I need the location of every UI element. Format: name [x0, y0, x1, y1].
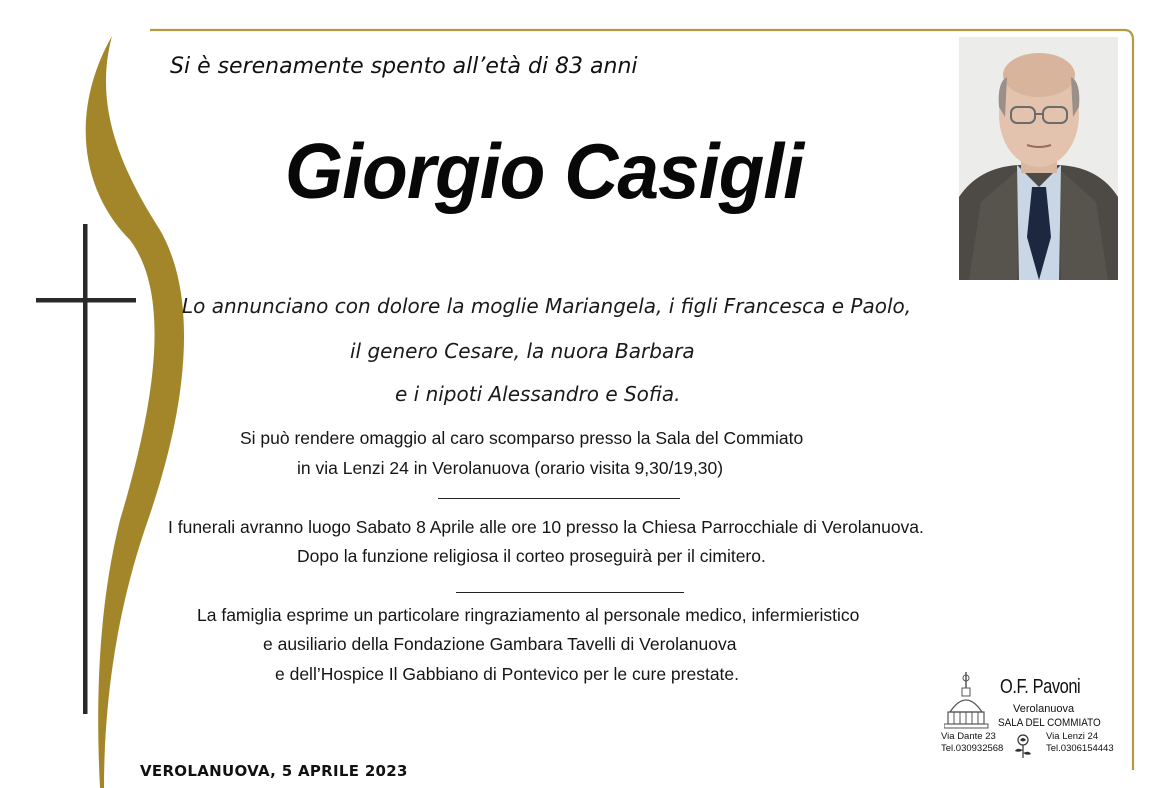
- deceased-name: Giorgio Casigli: [284, 127, 804, 215]
- announcement-line-1: Lo annunciano con dolore la moglie Mariangela, i figli Francesca e Paolo,: [182, 294, 912, 318]
- funeral-line-2: Dopo la funzione religiosa il corteo proseguirà per il cimitero.: [297, 546, 766, 566]
- funeral-home-address-2: Via Lenzi 24: [1046, 731, 1099, 742]
- dome-icon: [944, 672, 990, 730]
- announcement-line-2: il genero Cesare, la nuora Barbara: [350, 339, 695, 363]
- announcement-line-3: e i nipoti Alessandro e Sofia.: [395, 382, 681, 406]
- visitation-line-1: Si può rendere omaggio al caro scomparso presso la Sala del Commiato: [240, 428, 804, 448]
- thanks-line-3: e dell’Hospice Il Gabbiano di Pontevico per le cure prestate.: [275, 664, 740, 684]
- separator-line: [438, 498, 680, 499]
- funeral-line-1: I funerali avranno luogo Sabato 8 Aprile alle ore 10 presso la Chiesa Parrocchiale di Verolanuova.: [168, 517, 924, 537]
- funeral-home-address-1: Via Dante 23: [941, 731, 996, 742]
- funeral-home-hall: SALA DEL COMMIATO: [998, 717, 1101, 729]
- portrait-photo: [959, 37, 1118, 280]
- intro-line: Si è serenamente spento all’età di 83 anni: [170, 54, 638, 79]
- funeral-home-phone-2: Tel.0306154443: [1046, 743, 1114, 754]
- cross-icon: [36, 224, 136, 714]
- separator-line: [456, 592, 684, 593]
- rose-icon: [1011, 733, 1035, 759]
- visitation-line-2: in via Lenzi 24 in Verolanuova (orario visita 9,30/19,30): [297, 458, 724, 478]
- thanks-line-2: e ausiliario della Fondazione Gambara Tavelli di Verolanuova: [263, 634, 737, 654]
- funeral-home-city: Verolanuova: [1013, 703, 1075, 715]
- funeral-home-name: O.F. Pavoni: [1000, 676, 1081, 698]
- thanks-line-1: La famiglia esprime un particolare ringraziamento al personale medico, infermieristico: [197, 605, 860, 625]
- funeral-home-phone-1: Tel.030932568: [941, 743, 1004, 754]
- date-line: VEROLANUOVA, 5 APRILE 2023: [140, 762, 408, 780]
